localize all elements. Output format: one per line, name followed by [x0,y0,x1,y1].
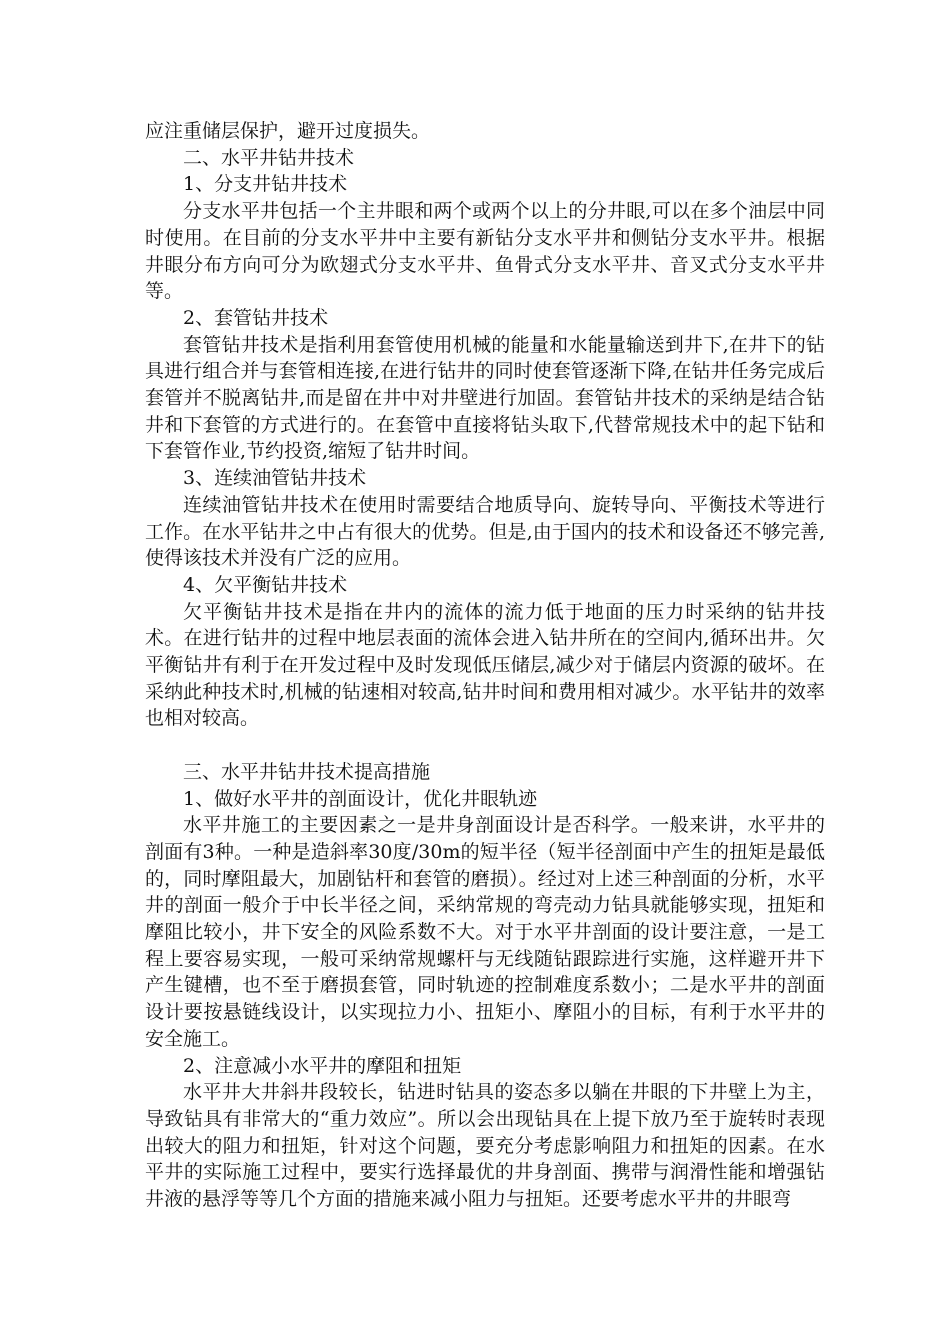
section-heading-2: 二、水平井钻井技术 [183,146,355,169]
paragraph-gap [145,732,825,759]
paragraph-continuation: 应注重储层保护，避开过度损失。 [145,120,431,142]
subsection-heading-2-2: 2、套管钻井技术 [183,306,329,329]
subsection-heading-2-4: 4、欠平衡钻井技术 [183,573,348,596]
subsection-heading-2-1: 1、分支井钻井技术 [183,173,348,196]
paragraph-casing-drilling: 套管钻井技术是指利用套管使用机械的能量和水能量输送到井下,在井下的钻具进行组合并与套管相连接,在进行钻井的同时使套管逐渐下降,在钻井任务完成后套管并不脱离钻井,而是留在井中对井壁进行加固。套管钻井技术的采纳是结合钻井和下套管的方式进行的。在套管中直接将钻头取下,代替常规技术中的起下钻和下套管作业,节约投资,缩短了钻井时间。 [145,333,825,463]
section-heading-3: 三、水平井钻井技术提高措施 [183,760,431,783]
paragraph-profile-design: 水平井施工的主要因素之一是井身剖面设计是否科学。一般来讲，水平井的剖面有3种。一种是造斜率30度/30m的短半径（短半径剖面中产生的扭矩是最低的，同时摩阻最大，加剧钻杆和套管的磨损）。经过对上述三种剖面的分析，水平井的剖面一般介于中长半径之间，采纳常规的弯壳动力钻具就能够实现，扭矩和摩阻比较小，井下安全的风险系数不大。对于水平井剖面的设计要注意，一是工程上要容易实现，一般可采纳常规螺杆与无线随钻跟踪进行实施，这样避开井下产生键槽，也不至于磨损套管，同时轨迹的控制难度系数小；二是水平井的剖面设计要按悬链线设计，以实现拉力小、扭矩小、摩阻小的目标，有利于水平井的安全施工。 [145,814,825,1050]
document-page [145,118,825,1213]
paragraph-coiled-tubing: 连续油管钻井技术在使用时需要结合地质导向、旋转导向、平衡技术等进行工作。在水平钻井之中占有很大的优势。但是,由于国内的技术和设备还不够完善,使得该技术并没有广泛的应用。 [145,493,825,570]
paragraph-underbalanced: 欠平衡钻井技术是指在井内的流体的流力低于地面的压力时采纳的钻井技术。在进行钻井的过程中地层表面的流体会进入钻井所在的空间内,循环出井。欠平衡钻井有利于在开发过程中及时发现低压储层,减少对于储层内资源的破坏。在采纳此种技术时,机械的钻速相对较高,钻井时间和费用相对减少。水平钻井的效率也相对较高。 [145,600,825,730]
paragraph-branch-well: 分支水平井包括一个主井眼和两个或两个以上的分井眼,可以在多个油层中同时使用。在目前的分支水平井中主要有新钻分支水平井和侧钻分支水平井。根据井眼分布方向可分为欧翅式分支水平井、鱼骨式分支水平井、音叉式分支水平井等。 [145,200,825,303]
subsection-heading-2-3: 3、连续油管钻井技术 [183,467,367,490]
subsection-heading-3-1: 1、做好水平井的剖面设计，优化井眼轨迹 [183,787,538,810]
subsection-heading-3-2: 2、注意减小水平井的摩阻和扭矩 [183,1054,462,1077]
paragraph-friction-torque: 水平井大井斜井段较长，钻进时钻具的姿态多以躺在井眼的下井壁上为主，导致钻具有非常大的“重力效应”。所以会出现钻具在上提下放乃至于旋转时表现出较大的阻力和扭矩，针对这个问题，要充分考虑影响阻力和扭矩的因素。在水平井的实际施工过程中，要实行选择最优的井身剖面、携带与润滑性能和增强钻井液的悬浮等等几个方面的措施来减小阻力与扭矩。还要考虑水平井的井眼弯 [145,1081,825,1211]
